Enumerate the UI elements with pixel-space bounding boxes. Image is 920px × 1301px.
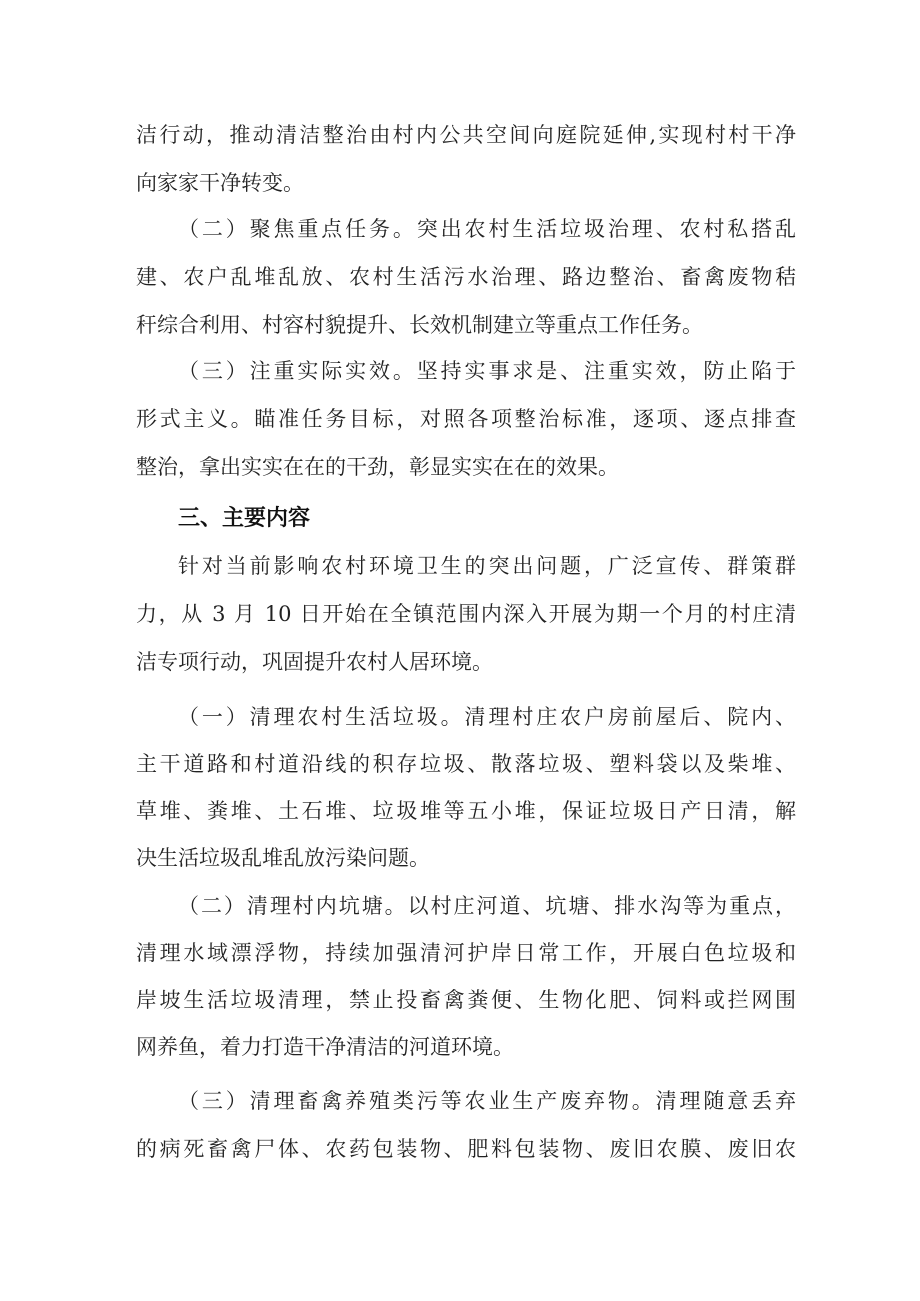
paragraph-line: 秆综合利用、村容村貌提升、长效机制建立等重点工作任务。 bbox=[136, 313, 703, 337]
paragraph-line: 整治，拿出实实在在的干劲，彰显实实在在的效果。 bbox=[136, 455, 619, 479]
paragraph-line: （二）清理村内坑塘。以村庄河道、坑塘、排水沟等为重点， bbox=[178, 894, 796, 918]
paragraph-line: 建、农户乱堆乱放、农村生活污水治理、路边整治、畜禽废物秸 bbox=[136, 265, 796, 289]
paragraph-line: 草堆、粪堆、土石堆、垃圾堆等五小堆，保证垃圾日产日清，解 bbox=[136, 799, 796, 823]
paragraph-line: 形式主义。瞄准任务目标，对照各项整治标准，逐项、逐点排查 bbox=[136, 407, 796, 431]
paragraph-line: （一）清理农村生活垃圾。清理村庄农户房前屋后、院内、 bbox=[178, 705, 796, 729]
paragraph-line: （三）注重实际实效。坚持实事求是、注重实效，防止陷于 bbox=[178, 359, 796, 383]
paragraph-line: 清理水域漂浮物，持续加强清河护岸日常工作，开展白色垃圾和 bbox=[136, 941, 796, 965]
paragraph-line: 网养鱼，着力打造干净清洁的河道环境。 bbox=[136, 1035, 514, 1059]
section-heading: 三、主要内容 bbox=[178, 506, 311, 531]
paragraph-line: （二）聚焦重点任务。突出农村生活垃圾治理、农村私搭乱 bbox=[178, 217, 796, 241]
paragraph-line: 力，从 3 月 10 日开始在全镇范围内深入开展为期一个月的村庄清 bbox=[136, 602, 796, 626]
paragraph-line: 向家家干净转变。 bbox=[136, 171, 304, 195]
paragraph-line: 针对当前影响农村环境卫生的突出问题，广泛宣传、群策群 bbox=[178, 554, 796, 578]
paragraph-line: 洁行动，推动清洁整治由村内公共空间向庭院延伸,实现村村干净 bbox=[136, 123, 796, 147]
paragraph-line: 决生活垃圾乱堆乱放污染问题。 bbox=[136, 846, 430, 870]
paragraph-line: 主干道路和村道沿线的积存垃圾、散落垃圾、塑料袋以及柴堆、 bbox=[136, 752, 796, 776]
paragraph-line: （三）清理畜禽养殖类污等农业生产废弃物。清理随意丢弃 bbox=[178, 1089, 796, 1113]
paragraph-line: 的病死畜禽尸体、农药包装物、肥料包装物、废旧农膜、废旧农 bbox=[136, 1137, 796, 1161]
paragraph-line: 洁专项行动，巩固提升农村人居环境。 bbox=[136, 650, 493, 674]
paragraph-line: 岸坡生活垃圾清理，禁止投畜禽粪便、生物化肥、饲料或拦网围 bbox=[136, 988, 796, 1012]
